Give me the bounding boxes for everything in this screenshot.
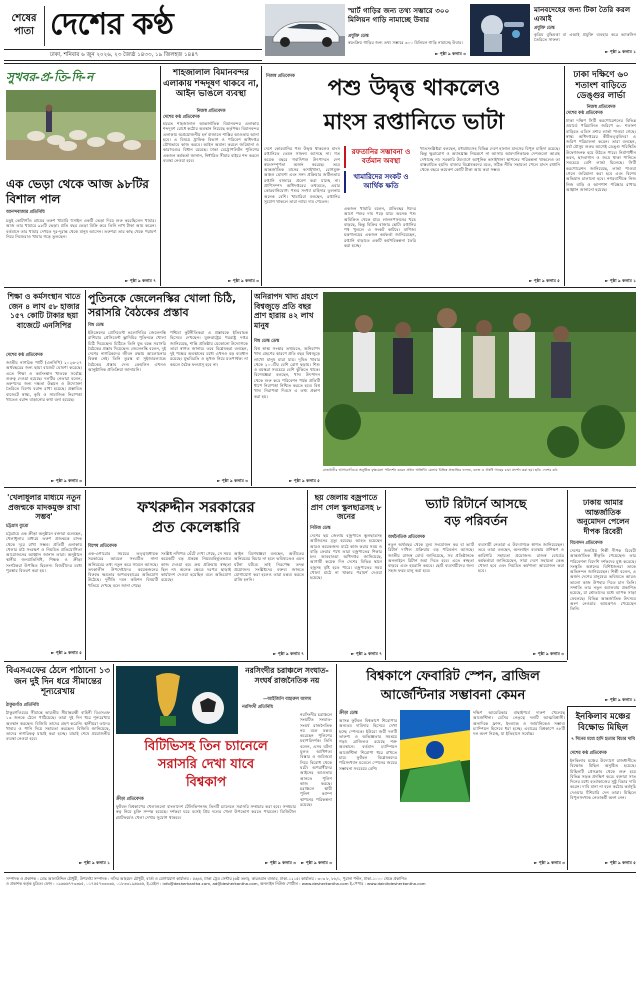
budget-byline: দেশের কণ্ঠ প্রতিবেদক <box>6 353 43 358</box>
worldcup-jump[interactable]: ► পৃষ্ঠা ৯ কলাম ৩ <box>534 860 565 865</box>
masthead-title: দেশের কণ্ঠ <box>50 7 174 42</box>
inqilab-headline: ইনকিলাব মঞ্চের বিক্ষোভ মিছিল <box>575 712 631 733</box>
worldcup-headline-1: বিশ্বকাপে ফেবারিট স্পেন, ব্রাজিল <box>366 669 540 684</box>
inqilab-sub: ৭ দিনের মধ্যে হাদি হত্যার বিচার দাবি <box>571 737 635 742</box>
vat-headline-1: ভ্যাট রিটার্নে আসছে <box>425 496 527 511</box>
lead-headline-2: মাংস রপ্তানিতে ভাটা <box>323 110 505 135</box>
dhaka-ent-jump[interactable]: ► পৃষ্ঠা ৯ কলাম ১ <box>605 697 636 702</box>
btv-headline-1: বিটিভিসহ তিন চ্যানেলে <box>144 739 268 754</box>
fakhruddin-headline-2: প্রত কেলেঙ্কারি <box>152 518 240 536</box>
sheep-photo <box>6 90 156 160</box>
food-headline: অনিরাপদ খাদ্য গ্রহণে বিশ্বজুড়ে প্রতি বছর প্রাণ হারায় ৪২ লাখ মানুষ <box>254 292 318 330</box>
dengue-subbyline: দেশের কণ্ঠ প্রতিবেদক <box>566 111 603 116</box>
bsf-jump[interactable]: ► পৃষ্ঠা ৯ কলাম ১ <box>79 860 110 865</box>
budget-headline: শিক্ষা ও কর্মসংস্থান খাতে জেন ৪ লাখ ৫৮ হাজার ১৫৭ কোটি টাকার ছয়া বাজেটে এনসিপির <box>7 292 81 330</box>
lead-headline-1: পশু উদ্বৃত্ত থাকলেও <box>327 76 501 101</box>
lead-text-a: দেশে কোরবানির পশু উদ্বৃত্ত থাকলেও মাংস রপ্তানিতে তেমন সাফল্য আসছে না। গত কয়েক বছরে গবাদিপশু উৎপাদনে দেশ স্বয়ংসম্পূর্ণতা অর্জন করেছে। তবে আন্তর্জাতিক মানের কসাইখানা, রোগমুক্ত অঞ্চল ঘোষণা এবং সনদ প্রক্রিয়ার জটিলতায় রপ্তানি বাজারে প্রবেশ করা যাচ্ছে না। প্রাণিসম্পদ অধিদপ্তরের তথ্যমতে, এবার কোরবানিযোগ্য পশুর সংখ্যা চাহিদার তুলনায় অনেক বেশি। খামারিরা বলছেন, রপ্তানির সুযোগ থাকলে তারা ন্যায্য দাম পেতেন। <box>264 146 340 204</box>
districts-jump[interactable]: ► পৃষ্ঠা ৯ কলাম ৭ <box>351 651 382 656</box>
khobor-text: চট্টগ্রামে এক ক্রীড়া অনুষ্ঠানে বক্তারা বলেছেন, খেলাধুলার মাধ্যমে তরুণ প্রজন্মকে মাদক থেকে দূরে রাখা সম্ভব। প্রতিটি এলাকায় খেলার মাঠ সংরক্ষণ ও নিয়মিত প্রতিযোগিতা আয়োজনের আহ্বান জানান তারা। অনুষ্ঠানে স্থানীয় জনপ্রতিনিধি, শিক্ষক ও ক্রীড়া সংগঠকরা উপস্থিত ছিলেন। বিজয়ীদের মধ্যে পুরস্কার বিতরণ করা হয়। <box>6 531 82 574</box>
car-ad-text: স্বয়ংক্রিয় গাড়ির জন্য তথ্য সম্ভারে ৩০০ মিলিয়ন গাড়ি নামাচ্ছে উবার। <box>348 40 463 45</box>
dhaka-ent-text: দেশের জনপ্রিয় শিল্পী দীপক রিবেরী আন্তর্জাতিক স্বীকৃতি পেয়েছেন। তার পরিবেশনা বিদেশি দর্শকদের মুগ্ধ করেছে। সংস্কৃতি অঙ্গনের বিশিষ্টজনরা তাকে অভিনন্দন জানিয়েছেন। শিল্পী বলেন, এ অর্জন দেশের মানুষের। ভবিষ্যতে আরও ভালো কাজ উপহার দিতে চান তিনি। সম্প্রতি তার নতুন অ্যালবাম প্রকাশিত হয়েছে, যা শ্রোতাদের মধ্যে ব্যাপক সাড়া ফেলেছে। বিভিন্ন আন্তর্জাতিক উৎসবে অংশ নেওয়ার আমন্ত্রণও পেয়েছেন তিনি। <box>570 548 636 612</box>
robot-ad-jump[interactable]: ► পৃষ্ঠা ৯ কলাম ১ <box>605 49 636 54</box>
worldcup-byline: ক্রীড়া ডেস্ক <box>339 711 358 716</box>
lead-kicker: নিজস্ব প্রতিবেদক <box>266 74 295 79</box>
dengue-byline: নিজস্ব প্রতিবেদক <box>586 105 616 110</box>
inqilab-byline: দেশের কণ্ঠ প্রতিবেদক <box>570 751 607 756</box>
vat-text-a: নতুন অর্থবছর থেকে মূল্য সংযোজন কর বা ভ্যাট রিটার্ন দাখিল প্রক্রিয়ায় বড় পরিবর্তন আসছে। জাতীয় রাজস্ব বোর্ড জানিয়েছে, সব প্রতিষ্ঠানকে অনলাইনে রিটার্ন জমা দিতে হবে। এতে স্বচ্ছতা বাড়বে এবং হয়রানি কমবে। ছোট ব্যবসায়ীদের জন্য সহজ ফরম চালু করা হবে। <box>388 542 474 574</box>
dengue-jump[interactable]: ► পৃষ্ঠা ৯ কলাম ১ <box>605 278 636 283</box>
vat-byline: অর্থনৈতিক প্রতিবেদক <box>388 535 425 540</box>
vat-jump[interactable]: ► পৃষ্ঠা ৯ কলাম ৩ <box>533 651 564 656</box>
fakhruddin-jump[interactable]: ► পৃষ্ঠা ৯ কলাম ৭ <box>273 651 304 656</box>
vat-headline-2: বড় পরিবর্তন <box>444 513 508 528</box>
khobor-byline: চট্টগ্রাম ব্যুরো <box>6 524 29 529</box>
inqilab-jump[interactable]: ► পৃষ্ঠা ৯ কলাম ৫ <box>605 860 636 865</box>
lead-text-c: একজন খামারি বলেন, প্রতিবছর ঈদের আগে পশুর দাম পড়ে যায়। অনেক পশু অবিক্রিত থেকে যায়। লালনপালনের খরচ বাড়ছে, কিন্তু বিক্রির বাজার ছোট। রপ্তানির পথ খুললে এ সংকট কাটবে। বাণিজ্য মন্ত্রণালয়ের একজন কর্মকর্তা জানিয়েছেন, রপ্তানি বাড়াতে একটি কর্মপরিকল্পনা তৈরি করা হচ্ছে। <box>344 206 416 249</box>
fans-flags-photo <box>400 710 470 802</box>
sukhobor-jump[interactable]: ► পৃষ্ঠা ৯ কলাম ৭ <box>125 278 156 283</box>
bsf-text: ঠাকুরগাঁওয়ের সীমান্তে ভারতীয় সীমান্তরক্ষী বাহিনী বিএসএফ ১৩ জনকে ঠেলে পাঠিয়েছে। তারা দুই দিন ধরে শূন্যরেখায় অবস্থান করছেন। বিজিবি তাদের গ্রহণ করেনি। স্থানীয়রা তাদের খাবার ও পানি দিয়ে সহায়তা করছেন। বিজিবি জানিয়েছে, তাদের নাগরিকত্ব যাচাই করা হচ্ছে। যাচাই শেষে প্রয়োজনীয় ব্যবস্থা নেওয়া হবে। <box>6 710 110 742</box>
narsingdi-jump[interactable]: ► পৃষ্ঠা ৯ কলাম ৩ <box>301 860 332 865</box>
shahjalal-headline: শাহজালাল বিমানবন্দর এলাকায় শব্দদূষণ থাকবে না, আইন ভাঙলে ব্যবস্থা <box>163 68 259 99</box>
btv-byline: ক্রীড়া প্রতিবেদক <box>116 797 144 802</box>
narsingdi-headline: নরসিংদীর চরাঞ্চলে সংঘাত-সংঘর্ষ রাজনৈতিক নয় <box>245 666 329 685</box>
robot-ad-text: কৃত্রিম বুদ্ধিমত্তা বা এআই প্রযুক্তি ব্যবহার করে ভ্যাকসিন তৈরিতে সাফল্য <box>534 32 636 43</box>
footer-line-2: ও প্রকাশক কর্তৃক মুদ্রিত। ফোন : ০৯৬৬৬৭৭৩৩৬৫, ০১৭৫৫৭৩৩৩৩৬, ০১৮৩৩১৯৬৬৬৫, ই-মেইল : info@desherkantha.com, ad@desherkantha.com, অনলাইন নিউজ পোর্টাল : www.desherkantha.com ই-পেপার : www.dainikdesherkantha.com <box>6 881 426 886</box>
bsf-byline: ঠাকুরগাঁও প্রতিনিধি <box>6 703 39 708</box>
sukhobor-banner: সুখবর-প্র-তি-দি-ন <box>6 70 94 84</box>
fakhruddin-headline-1: ফখরুদ্দীন সরকারের <box>137 498 255 516</box>
food-byline: বিশ্ব ডেস্ক ডেস্ক <box>254 339 280 344</box>
budget-text: জাতীয় নাগরিক পার্টি (এনসিপি) ২০২৬-২৭ অর্থবছরের জন্য ছায়া বাজেট ঘোষণা করেছে। এতে শিক্ষা ও কর্মসংস্থান খাতকে সর্বোচ্চ গুরুত্ব দেওয়া হয়েছে। দলটির নেতারা বলেন, তরুণদের জন্য দক্ষতা উন্নয়ন ও উদ্যোক্তা তৈরিতে বিশেষ বরাদ্দ রাখা হয়েছে। প্রস্তাবিত বাজেটে স্বাস্থ্য, কৃষি ও সামাজিক নিরাপত্তা খাতেও বরাদ্দ বাড়ানোর কথা বলা হয়েছে। <box>6 360 82 403</box>
shahjalal-jump[interactable]: ► পৃষ্ঠা ৯ কলাম ৩ <box>228 278 259 283</box>
car-photo <box>265 4 345 56</box>
lead-box <box>344 146 416 202</box>
car-ad-jump[interactable]: ► পৃষ্ঠা ৯ কলাম ৩ <box>435 51 466 56</box>
dhaka-ent-byline: বিনোদন প্রতিবেদক <box>570 541 603 546</box>
tree-fair-caption: রাজধানীর আগারগাঁওয়ে অনুষ্ঠিত বৃক্ষমেলা পরিদর্শন করেন প্রধান অতিথি। মেলায় বিভিন্ন প্রজাতির ফলজ, বনজ ও ঔষধি গাছের চারা প্রদর্শন করা হয়। ছবি: দেশের কণ্ঠ <box>323 468 558 472</box>
car-ad-byline: প্রযুক্তি ডেস্ক <box>348 34 369 39</box>
budget-jump[interactable]: ► পৃষ্ঠা ৯ কলাম ৩ <box>51 478 82 483</box>
districts-byline: নিউজ ডেস্ক <box>310 526 331 531</box>
khobor-jump[interactable]: ► পৃষ্ঠা ৯ কলাম ৫ <box>51 650 82 655</box>
narsingdi-sub: —আইজিপি বাহারুল আলম <box>263 697 311 702</box>
btv-text: ফুটবল বিশ্বকাপের খেলাগুলো বাংলাদেশ টেলিভিশনসহ তিনটি চ্যানেলে সরাসরি সম্প্রচার করা হবে। সম্প্রচার স্বত্ব নিয়ে চুক্তি সম্পন্ন হয়েছে। দর্শকরা ঘরে বসেই প্রিয় দলের খেলা উপভোগ করতে পারবেন। ডিজিটাল প্ল্যাটফর্মেও খেলা দেখার সুযোগ থাকবে। <box>116 804 296 820</box>
districts-text: দেশের ছয় জেলায় বজ্রপাতে স্কুলছাত্রসহ আটজনের মৃত্যু হয়েছে। আহত হয়েছেন আরও কয়েকজন। মাঠে কাজ করার সময় ও বাড়ি ফেরার পথে তারা বজ্রপাতের শিকার হন। আবহাওয়া অধিদপ্তর জানিয়েছে, আগামী কয়েক দিন দেশের বিভিন্ন স্থানে বজ্রসহ বৃষ্টি হতে পারে। বজ্রপাতের সময় খোলা মাঠে না থাকার পরামর্শ দেওয়া হয়েছে। <box>310 533 382 581</box>
fakhruddin-text-c: আইন বিশেষজ্ঞরা বলছেন, অতীতের অনিয়মের বিচার না হলে ভবিষ্যতেও এমন ঘটনা ঘটবে। তাই নিরপেক্ষ তদন্ত প্রয়োজন। সংশ্লিষ্টদের বক্তব্য জানতে যোগাযোগ করা হলেও তারা মন্তব্য করতে রাজি হননি। <box>234 551 304 583</box>
putin-jump[interactable]: ► পৃষ্ঠা ৯ কলাম ৩ <box>217 478 248 483</box>
side-label-box <box>4 6 45 46</box>
dhaka-ent-headline: ঢাকায় আমার আন্তর্জাতিক অনুমোদন পেলেন দীপক রিবেরী <box>576 498 630 536</box>
worldcup-trophy-photo <box>116 666 238 734</box>
food-text: বিশ্ব স্বাস্থ্য সংস্থার তথ্যমতে, অনিরাপদ খাদ্য গ্রহণের কারণে প্রতি বছর বিশ্বজুড়ে লাখো মানুষ মারা যায়। দূষিত খাবার থেকে ২০০টির বেশি রোগ ছড়ায়। শিশু ও বয়স্করা সবচেয়ে বেশি ঝুঁকিতে থাকে। বিশেষজ্ঞরা বলছেন, খাদ্য উৎপাদন থেকে শুরু করে পরিবেশন পর্যন্ত প্রতিটি ধাপে নিরাপত্তা নিশ্চিত করতে হবে। বিশ্ব খাদ্য নিরাপত্তা দিবসে এ তথ্য প্রকাশ করা হয়। <box>254 346 320 399</box>
putin-byline: বিশ্ব ডেস্ক <box>88 323 104 328</box>
vat-text-b: ব্যবসায়ী নেতারা এ উদ্যোগকে স্বাগত জানিয়েছেন। তবে তারা বলছেন, অনলাইন ব্যবস্থায় প্রশিক্ষণ ও কারিগরি সহায়তা প্রয়োজন। রাজস্ব বোর্ডের কর্মকর্তারা জানিয়েছেন, সারা দেশে সহায়তা কেন্দ্র খোলা হবে এবং নিয়মিত কর্মশালা আয়োজন করা হবে। <box>478 542 564 574</box>
btv-headline-3: বিশ্বকাপ <box>185 775 227 790</box>
side-label: শেষের পাতা <box>11 13 37 37</box>
districts-headline: ছয় জেলায় বজ্রপাতে প্রাণ গেল স্কুলছাত্রসহ ৮ জনের <box>310 493 382 521</box>
robot-ad-headline: মানবদেহের জন্য টিকা তৈরি করল এআই <box>534 5 631 23</box>
fakhruddin-text-a: এক-এগারোর সময়ের তত্ত্বাবধায়ক সরকারের আমলে সংঘটিত নানা অনিয়মের তথ্য নতুন করে সামনে আসছে। তৎকালীন উপদেষ্টাদের কয়েকজনের বিরুদ্ধে ক্ষমতার অপব্যবহারের অভিযোগ উঠেছে। দুর্নীতি দমন কমিশন বিষয়টি খতিয়ে দেখছে বলে জানা গেছে। <box>88 551 158 588</box>
sukhobor-text: চড়ুই কোটাগাঁও গ্রামের তরুণ খামারি হুসাইন একটি ভেড়া দিয়ে শুরু করেছিলেন খামার। আজ তার খামারে ৯৮টি ভেড়া। প্রতি বছর ভেড়া বিক্রি করে তিনি লাখ টাকা আয় করেন। বর্তমানে তার খামার দেখতে দূর-দূরান্ত থেকে মানুষ আসেন। তরুণরা তার কাছ থেকে পরামর্শ নিয়ে নিজেরাও খামার গড়ে তুলছেন। <box>6 218 156 239</box>
tree-fair-photo <box>323 292 636 466</box>
worldcup-text-b: দক্ষিণ আমেরিকার বাছাইপর্বে দারুণ খেলেছে আর্জেন্টিনা। মেসির নেতৃত্বে দলটি আত্মবিশ্বাসী। অন্যদিকে ফ্রান্স, ইংল্যান্ড ও জার্মানিকেও সম্ভাব্য চ্যাম্পিয়ন হিসেবে ধরা হচ্ছে। এবারের বিশ্বকাপে ৪৮টি দল অংশ নিচ্ছে, যা ইতিহাসে সর্বোচ্চ। <box>473 710 565 737</box>
dengue-text: ঢাকা দক্ষিণ সিটি করপোরেশনের বিভিন্ন ওয়ার্ডে পরিচালিত জরিপে ৬০ শতাংশ বাড়িতে এডিস মশার লার্ভা পাওয়া গেছে। স্বাস্থ্য অধিদপ্তরের কীটতত্ত্ববিদরা এ জরিপ পরিচালনা করেন। তারা বলছেন, বর্ষা মৌসুম শুরুর আগেই ডেঙ্গু পরিস্থিতি উদ্বেগজনক হয়ে উঠতে পারে। নির্মাণাধীন ভবন, ছাদবাগান ও জমে থাকা পানিতে সবচেয়ে বেশি লার্ভা মিলেছে। সিটি করপোরেশন জানিয়েছে, লার্ভা পাওয়া গেলে জরিমানা করা হবে এবং বিশেষ অভিযান চালানো হবে। নগরবাসীকে নিজ নিজ বাড়ি ও আশপাশ পরিষ্কার রাখার আহ্বান জানানো হয়েছে। <box>566 118 636 192</box>
sukhobor-byline: আনন্দবাজার প্রতিনিধি <box>6 210 45 215</box>
footer-line-1: সম্পাদক ও প্রকাশক : মোঃ আলাউদ্দিন চৌধুরী, উপদেষ্টা সম্পাদক : নসির আহমেদ চৌধুরী, বার্তা ও যোগাযোগ কার্যালয় : ৫৬/এ, ঢাকা ট্রেড সেন্টার (৬ষ্ঠ তলা), কারওয়ান বাজার, ঢাকা-১২১৫। কার্যালয় : ৩০৩ ৮, ৮৮/১, পুরানা পল্টন, ঢাকা-১০০০ থেকে প্রকাশিত <box>6 876 407 881</box>
lead-jump[interactable]: ► পৃষ্ঠা ৯ কলাম ৫ <box>529 278 560 283</box>
shahjalal-byline: নিজস্ব প্রতিবেদক <box>196 109 226 114</box>
narsingdi-text: নরসিংদীর চরাঞ্চলে সংঘটিত সংঘাত-সংঘর্ষ রাজনৈতিক নয় বলে মন্তব্য করেছেন পুলিশের মহাপরিদর্শক। তিনি বলেন, এসব ঘটনা মূলত আধিপত্য বিস্তার ও জমিজমা নিয়ে বিরোধ থেকে ঘটে। অপরাধীদের আইনের আওতায় আনতে পুলিশ কাজ করছে। চরাঞ্চলে স্থায়ী পুলিশ ক্যাম্প স্থাপনের পরিকল্পনা রয়েছে। <box>300 712 332 808</box>
khobor-headline: 'খেলাধুলার মাধ্যমে নতুন প্রজন্মকে মাদকমুক্ত রাখা সম্ভব' <box>7 493 81 521</box>
btv-jump[interactable]: ► পৃষ্ঠা ৯ কলাম ৩ <box>265 860 296 865</box>
putin-text-b: পশ্চিমা কূটনীতিকরা এ প্রস্তাবকে ইতিবাচক হিসেবে দেখছেন। যুক্তরাষ্ট্রের পররাষ্ট্র দপ্তর জানিয়েছে, শান্তি প্রতিষ্ঠায় যেকোনো উদ্যোগকে তারা স্বাগত জানায়। তবে বিশ্লেষকরা বলছেন, দুই পক্ষের অবস্থানের মধ্যে এখনও বড় ব্যবধান রয়েছে। যুদ্ধবিরতি ও ভূখণ্ড নিয়ে মতপার্থক্য না কমলে বৈঠক ফলপ্রসূ হবে না। <box>170 330 248 367</box>
car-ad-headline: স্মার্ট গাড়ির জন্য তথ্য সম্ভারে ৩০০ মিলিয়ন গাড়ি নামাচ্ছে উবার <box>348 6 450 24</box>
fakhruddin-text-b: সংশ্লিষ্ট নথিপত্র ঘেঁটে দেখা গেছে, সে সময় কয়েকটি বড় প্রকল্পে নিয়মবহির্ভূতভাবে কাজ দেওয়া হয়। ক্রয় প্রক্রিয়ায় স্বচ্ছতা ছিল না। অনেক ক্ষেত্রে দরপত্র ছাড়াই কার্যাদেশ দেওয়া হয়েছিল বলে অভিযোগ রয়েছে। <box>161 551 231 583</box>
shahjalal-subbyline: দেশের কণ্ঠ প্রতিবেদক <box>163 115 200 120</box>
sukhobor-headline: এক ভেড়া থেকে আজ ৯৮টির বিশাল পাল <box>6 177 149 206</box>
robot-photo <box>470 4 530 56</box>
worldcup-headline-2: আর্জেন্টিনার সম্ভাবনা কেমন <box>380 688 526 703</box>
lead-box-2: খামারিদের সংকট ও আর্থিক ক্ষতি <box>344 171 416 193</box>
worldcup-text-a: আসন্ন ফুটবল বিশ্বকাপে শিরোপার অন্যতম দাবিদার হিসেবে দেখা হচ্ছে স্পেনকে। ইউরো জয়ী দলটি তারুণ্য ও অভিজ্ঞতার সমন্বয়ে গড়া। ব্রাজিলও রয়েছে শক্ত অবস্থানে। বর্তমান চ্যাম্পিয়ন আর্জেন্টিনা শিরোপা ধরে রাখতে চায়। ফুটবল বিশ্লেষকদের পরিসংখ্যান মডেলে স্পেনের জয়ের সম্ভাবনা সবচেয়ে বেশি। <box>339 718 397 771</box>
robot-ad-byline: প্রযুক্তি ডেস্ক <box>534 26 555 31</box>
footer-imprint <box>6 876 634 886</box>
food-jump[interactable]: ► পৃষ্ঠা ৯ কলাম ৫ <box>289 478 320 483</box>
bsf-headline: বিএসএফের ঠেলে পাঠানো ১৩ জন দুই দিন ধরে সীমান্তের শূন্যরেখায় <box>6 666 110 697</box>
btv-headline-2: সরাসরি দেখা যাবে <box>157 757 255 772</box>
fakhruddin-byline: বিশেষ প্রতিবেদক <box>88 544 117 549</box>
shahjalal-text: হযরত শাহজালাল আন্তর্জাতিক বিমানবন্দর এলাকায় শব্দদূষণ রোধে কঠোর অবস্থান নিয়েছে কর্তৃপক্ষ। বিমানবন্দর এলাকায় অপ্রয়োজনীয় হর্ন বাজালে শাস্তির আওতায় আনা হবে। এ বিষয়ে ট্রাফিক বিভাগ ও পরিবেশ অধিদপ্তর যৌথভাবে কাজ করবে। আইন অমান্য করলে জরিমানা ও কারাদণ্ডের বিধান রয়েছে। ঢাকা মেট্রোপলিটন পুলিশের একজন কর্মকর্তা জানান, নির্ধারিত সীমার বাইরে শব্দ করলে ব্যবস্থা নেওয়া হবে। <box>163 121 259 164</box>
dengue-headline: ঢাকা দক্ষিণে ৬০ শতাংশ বাড়িতে ডেঙ্গুর লার্ভা <box>573 70 629 101</box>
narsingdi-byline: নরসিংদী প্রতিনিধি <box>242 705 273 710</box>
masthead-dateline: ঢাকা, শনিবার ৬ জুন ২০২৬, ২৩ জ্যৈষ্ঠ ১৪৩৩, ১৯ জিলহজ ১৪৪৭ <box>50 52 199 58</box>
putin-text-a: ইউক্রেনের প্রেসিডেন্ট ভলোদিমির জেলেনস্কি রাশিয়ার প্রেসিডেন্ট ভ্লাদিমির পুতিনকে খোলা চিঠি দিয়েছেন। চিঠিতে তিনি যুদ্ধ বন্ধে সরাসরি বৈঠকের প্রস্তাব দিয়েছেন। জেলেনস্কি বলেন, দুই দেশের নাগরিকদের জীবন রক্ষায় আলোচনার বিকল্প নেই। তিনি তুরস্ক বা সুইজারল্যান্ডে বৈঠকের প্রস্তাব দেন। ক্রেমলিন এখনও আনুষ্ঠানিক প্রতিক্রিয়া জানায়নি। <box>88 330 166 373</box>
lead-box-1: রফতানির সম্ভাবনা ও বর্তমান অবস্থা <box>344 146 416 168</box>
putin-headline: পুতিনকে জেলেনস্কির খোলা চিঠি, সরাসরি বৈঠকের প্রস্তাব <box>88 292 237 319</box>
inqilab-text: ইনকিলাব মঞ্চের উদ্যোগে রাজধানীতে বিক্ষোভ মিছিল অনুষ্ঠিত হয়েছে। মিছিলটি প্রেসক্লাব থেকে শুরু হয়ে বিভিন্ন সড়ক প্রদক্ষিণ করে। বক্তারা সাত দিনের মধ্যে হত্যাকাণ্ডের সুষ্ঠু বিচার দাবি করেন। দাবি মানা না হলে কঠোর কর্মসূচি দেওয়ার হুঁশিয়ারি দেন তারা। মিছিলে বিপুলসংখ্যক নেতাকর্মী অংশ নেন। <box>570 758 636 801</box>
lead-text-b: খাতসংশ্লিষ্টরা বলছেন, মধ্যপ্রাচ্যসহ বিভিন্ন দেশে হালাল মাংসের বিপুল চাহিদা রয়েছে। কিন্তু ক্ষুরারোগ ও অ্যানথ্রাক্স নিয়ন্ত্রণে না আসায় আমদানিকারক দেশগুলো আগ্রহ দেখাচ্ছে না। সরকারি উদ্যোগে আধুনিক কসাইখানা স্থাপনের পরিকল্পনা থাকলেও তা বাস্তবায়িত হয়নি। বাজার বিশ্লেষকদের মতে, সঠিক নীতি সহায়তা পেলে মাংস রপ্তানি থেকে বছরে কয়েকশ কোটি টাকা আয় করা সম্ভব। <box>420 146 560 173</box>
